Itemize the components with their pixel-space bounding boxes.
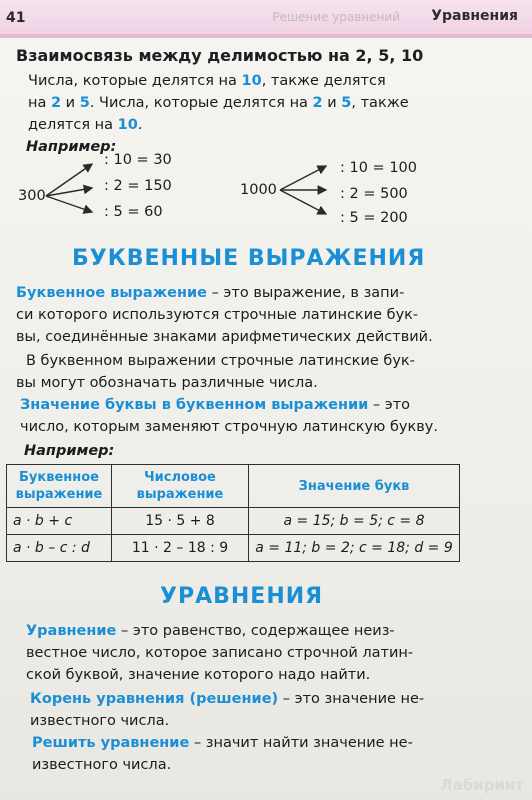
section-title-letter-expressions: БУКВЕННЫЕ ВЫРАЖЕНИЯ [72,246,426,271]
equation-definition [26,620,496,686]
para-text: и [322,95,342,111]
example-label-2: Например: [24,443,115,459]
example2-base: 1000 [240,182,277,198]
section-title-divisibility: Взаимосвязь между делимостью на 2, 5, 10 [16,46,424,65]
para-number: 10 [241,73,262,89]
letter-value-definition [20,394,480,438]
example2-branch-arrows [278,160,330,216]
example1-branch-arrows [44,158,96,214]
column-header: Буквенное выражение [7,465,112,508]
column-header: Числовое выражение [112,465,249,508]
definition-text: вестное число, которое записано строчной латин- [26,645,414,661]
para-text: и [61,95,80,111]
table-cell: a · b – c : d [7,535,112,562]
header-faint-text: Решение уравнений [272,10,400,24]
table-row [7,508,460,535]
watermark: Лабиринт [440,776,524,794]
term-solve-equation: Решить уравнение [32,735,190,751]
example2-line-2: : 2 = 500 [340,186,408,202]
example1-line-3: : 5 = 60 [104,204,163,220]
example2-line-1: : 10 = 100 [340,160,417,176]
table-row [7,535,460,562]
term-equation-root: Корень уравнения (решение) [30,691,279,707]
table-cell: a = 15; b = 5; c = 8 [249,508,460,535]
letter-expression-definition [16,282,476,348]
para-text: , также делятся [261,73,386,89]
example1-line-1: : 10 = 30 [104,152,172,168]
para-text: на [28,95,51,111]
root-definition [30,688,500,732]
table-header-row [7,465,460,508]
definition-text: вы, соединённые знаками арифметических действий. [16,329,433,345]
term-letter-value: Значение буквы в буквенном выражении [20,397,369,413]
example-table [6,464,460,562]
page-number: 41 [6,10,26,26]
letter-meaning-paragraph [16,350,476,394]
table-cell: 15 · 5 + 8 [112,508,249,535]
para-number: 2 [312,95,323,111]
header-stripe [0,34,532,38]
definition-text: число, которым заменяют строчную латинскую букву. [20,419,438,435]
definition-text: – это выражение, в запи- [206,285,405,301]
definition-text: ской буквой, значение которого надо найти. [26,667,371,683]
definition-text: известного числа. [32,757,172,773]
divisibility-paragraph [28,70,488,136]
para-number: 5 [79,95,90,111]
para-number: 2 [50,95,62,111]
term-letter-expression: Буквенное выражение [16,285,207,301]
definition-text: – это [368,397,411,413]
definition-text: – это значение не- [278,691,425,707]
example-label-1: Например: [26,139,117,155]
table-cell: a · b + c [7,508,112,535]
definition-text: си которого используются строчные латинские бук- [16,307,419,323]
para-text: . [137,117,143,133]
definition-text: – это равенство, содержащее неиз- [116,623,395,639]
table-cell: 11 · 2 – 18 : 9 [112,535,249,562]
table-cell: a = 11; b = 2; c = 18; d = 9 [249,535,460,562]
para-text: . Числа, которые делятся на [89,95,313,111]
para-text: Числа, которые делятся на [28,73,242,89]
example1-line-2: : 2 = 150 [104,178,172,194]
para-number: 5 [341,95,352,111]
definition-text: известного числа. [30,713,170,729]
term-equation: Уравнение [26,623,117,639]
solve-definition [32,732,502,776]
para-text: делятся на [28,117,118,133]
example2-line-3: : 5 = 200 [340,210,408,226]
paragraph-text: вы могут обозначать различные числа. [16,375,318,391]
paragraph-text: В буквенном выражении строчные латинские бук- [26,353,415,369]
definition-text: – значит найти значение не- [189,735,413,751]
example1-base: 300 [18,188,46,204]
chapter-title: Уравнения [431,8,518,24]
para-text: , также [351,95,409,111]
para-number: 10 [117,117,138,133]
section-title-equations: УРАВНЕНИЯ [160,584,324,609]
column-header: Значение букв [249,465,460,508]
